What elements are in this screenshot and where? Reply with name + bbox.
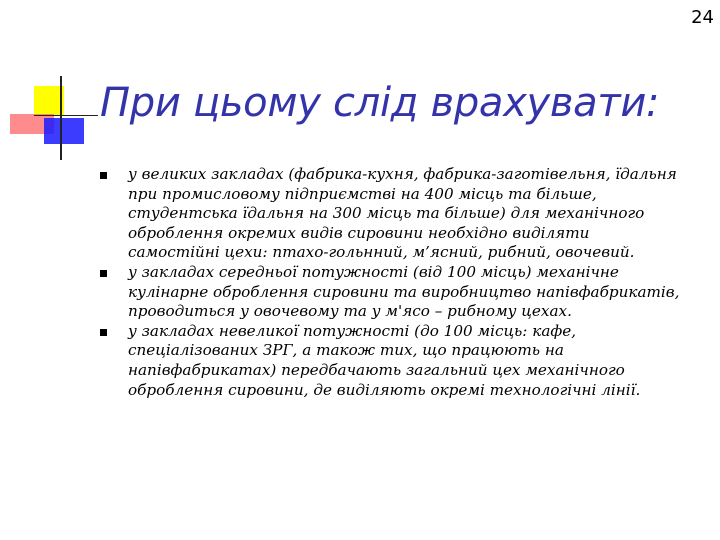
bullet-item [100, 322, 685, 400]
bullet-square-icon [100, 172, 107, 179]
logo-vertical-line [60, 76, 62, 160]
bullet-text-line: проводиться у овочевому та у м'ясо – рибному цехах. [128, 302, 572, 321]
bullet-square-icon [100, 329, 107, 336]
slide-title: При цьому слід врахувати: [100, 80, 660, 126]
bullet-text-line: оброблення окремих видів сировини необхідно виділяти [128, 223, 590, 242]
bullet-item [100, 263, 685, 322]
bullet-text-line: самостійні цехи: птахо-гольнний, м’ясний, рибний, овочевий. [128, 243, 635, 262]
bullet-text-line: напівфабрикатах) передбачають загальний цех механічного [128, 360, 625, 379]
page-number: 24 [691, 7, 714, 28]
logo-horizontal-line [34, 115, 98, 116]
bullet-text-line: у закладах середньої потужності (від 100 місць) механічне [128, 262, 619, 281]
bullet-text-line: у закладах невеликої потужності (до 100 місць: кафе, [128, 321, 577, 340]
logo-blue-square [44, 118, 84, 144]
bullet-text-line: спеціалізованих ЗРГ, а також тих, що працюють на [128, 341, 564, 360]
bullet-text-line: кулінарне оброблення сировини та виробництво напівфабрикатів, [128, 282, 680, 301]
bullet-text-line: при промисловому підприємстві на 400 місць та більше, [128, 184, 597, 203]
bullet-item [100, 165, 685, 263]
bullet-text-line: студентська їдальня на 300 місць та більше) для механічного [128, 204, 645, 223]
bullet-list [100, 165, 685, 400]
bullet-text-line: у великих закладах (фабрика-кухня, фабрика-заготівельня, їдальня [128, 165, 677, 183]
bullet-square-icon [100, 270, 107, 277]
bullet-text-line: оброблення сировини, де виділяють окремі технологічні лінії. [128, 380, 641, 399]
decorative-logo [0, 0, 100, 170]
